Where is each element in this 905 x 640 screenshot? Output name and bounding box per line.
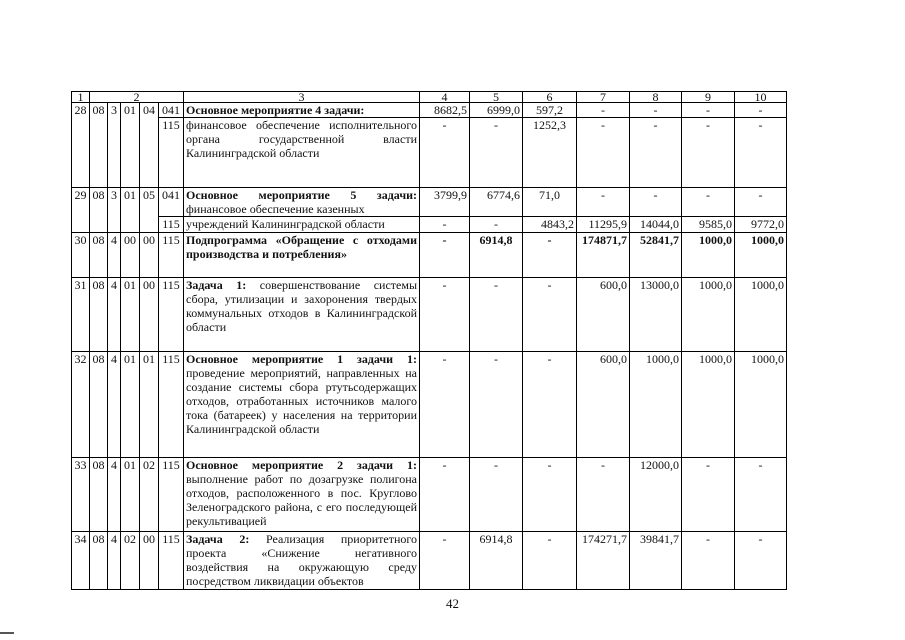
table-row — [72, 118, 787, 188]
header-col-1: 1 — [72, 92, 90, 103]
value-6: - — [523, 458, 577, 532]
code-task: 01 — [121, 103, 140, 188]
code-agency: 115 — [159, 458, 184, 532]
value-6: - — [523, 233, 577, 278]
code-section: 08 — [90, 188, 108, 233]
value-4: - — [420, 233, 470, 278]
value-10: - — [735, 458, 787, 532]
value-10: - — [735, 118, 787, 188]
value-4: - — [420, 458, 470, 532]
code-event: 05 — [140, 188, 159, 233]
description-text: Реализация приоритетного проекта «Снижение негативного воздействия на окружающую среду посредством ликвидации объектов — [186, 532, 417, 588]
value-4: - — [420, 217, 470, 233]
value-6: 71,0 — [523, 188, 577, 217]
description-lead-text: Подпрограмма «Обращение с отходами производства и потребления» — [184, 233, 420, 278]
value-9: - — [682, 188, 735, 217]
value-7: 600,0 — [577, 278, 630, 352]
code-agency: 115 — [159, 352, 184, 458]
description-lead-text: Основное мероприятие 1 задачи 1: — [186, 352, 417, 366]
code-task: 01 — [121, 188, 140, 233]
row-number: 33 — [72, 458, 90, 532]
code-task: 01 — [121, 458, 140, 532]
code-event: 04 — [140, 103, 159, 188]
value-5: - — [470, 118, 523, 188]
description-lead — [184, 103, 420, 118]
description — [184, 532, 420, 590]
table-row — [72, 532, 787, 590]
code-agency: 115 — [159, 233, 184, 278]
description-text: проведение мероприятий, направленных на создание системы сбора ртутьсодержащих отходов, отработанных источников малого тока (батареек) у населения на территории Калининградской области — [186, 366, 417, 436]
code-event: 01 — [140, 352, 159, 458]
description-text: совершенствование системы сбора, утилизации и захоронения твердых коммунальных отходов в Калининградской области — [186, 278, 418, 334]
header-col-5: 5 — [470, 92, 523, 103]
scan-edge-mark — [0, 632, 14, 634]
value-9: - — [682, 118, 735, 188]
description — [184, 352, 420, 458]
header-col-2: 2 — [90, 92, 184, 103]
header-col-4: 4 — [420, 92, 470, 103]
table-row — [72, 233, 787, 278]
value-4: 3799,9 — [420, 188, 470, 217]
description-text: учреждений Калининградской области — [184, 217, 420, 233]
description-text: финансовое обеспечение казенных — [186, 202, 365, 216]
table-row — [72, 103, 787, 118]
value-9: 1000,0 — [682, 278, 735, 352]
table-row — [72, 458, 787, 532]
description-lead-text: Основное мероприятие 2 задачи 1: — [186, 458, 417, 472]
value-7: - — [577, 188, 630, 217]
code-section: 08 — [90, 458, 108, 532]
header-row — [72, 92, 787, 103]
code-agency: 115 — [159, 118, 184, 188]
value-8: - — [630, 188, 682, 217]
value-8: 13000,0 — [630, 278, 682, 352]
table-row — [72, 352, 787, 458]
value-6: 597,2 — [523, 103, 577, 118]
value-5: 6914,8 — [470, 532, 523, 590]
value-8: 39841,7 — [630, 532, 682, 590]
page-number: 42 — [446, 596, 459, 611]
value-9: - — [682, 532, 735, 590]
code-event: 00 — [140, 532, 159, 590]
header-col-7: 7 — [577, 92, 630, 103]
value-8: - — [630, 103, 682, 118]
value-4: - — [420, 118, 470, 188]
code-section: 08 — [90, 233, 108, 278]
code-agency: 115 — [159, 278, 184, 352]
code-section: 08 — [90, 352, 108, 458]
code-agency: 115 — [159, 217, 184, 233]
code-task: 01 — [121, 278, 140, 352]
row-number: 31 — [72, 278, 90, 352]
value-5: - — [470, 217, 523, 233]
code-program: 4 — [108, 532, 121, 590]
description — [184, 188, 420, 217]
description-lead-text: Задача 2: — [186, 532, 250, 546]
description-text: финансовое обеспечение исполнительного органа государственной власти Калининградской области — [184, 118, 420, 188]
value-6: 4843,2 — [523, 217, 577, 233]
value-7: - — [577, 458, 630, 532]
description-lead-text: Задача 1: — [186, 278, 247, 292]
value-8: 14044,0 — [630, 217, 682, 233]
value-4: - — [420, 278, 470, 352]
value-4: - — [420, 352, 470, 458]
code-task: 02 — [121, 532, 140, 590]
row-number: 30 — [72, 233, 90, 278]
description-lead-text: Основное мероприятие 5 задачи: — [186, 188, 417, 202]
budget-table — [71, 91, 787, 590]
value-10: 9772,0 — [735, 217, 787, 233]
value-6: - — [523, 352, 577, 458]
description — [184, 458, 420, 532]
value-9: 9585,0 — [682, 217, 735, 233]
value-6: 1252,3 — [523, 118, 577, 188]
value-8: 12000,0 — [630, 458, 682, 532]
table-row — [72, 188, 787, 217]
value-8: 52841,7 — [630, 233, 682, 278]
code-section: 08 — [90, 103, 108, 188]
code-agency: 041 — [159, 188, 184, 217]
value-7: 174271,7 — [577, 532, 630, 590]
description-text: выполнение работ по дозагрузке полигона отходов, расположенного в пос. Круглово Зеленоградского района, с его последующей рекультивацией — [186, 472, 417, 528]
value-9: 1000,0 — [682, 352, 735, 458]
value-7: 11295,9 — [577, 217, 630, 233]
value-9: - — [682, 103, 735, 118]
value-9: 1000,0 — [682, 233, 735, 278]
row-number: 32 — [72, 352, 90, 458]
code-event: 02 — [140, 458, 159, 532]
code-program: 4 — [108, 458, 121, 532]
code-task: 01 — [121, 352, 140, 458]
value-6: - — [523, 532, 577, 590]
code-agency: 041 — [159, 103, 184, 118]
value-10: - — [735, 103, 787, 118]
header-col-3: 3 — [184, 92, 420, 103]
header-col-8: 8 — [630, 92, 682, 103]
code-program: 4 — [108, 278, 121, 352]
value-7: 174871,7 — [577, 233, 630, 278]
value-8: 1000,0 — [630, 352, 682, 458]
value-4: - — [420, 532, 470, 590]
value-10: 1000,0 — [735, 278, 787, 352]
value-10: 1000,0 — [735, 233, 787, 278]
value-7: 600,0 — [577, 352, 630, 458]
value-10: - — [735, 188, 787, 217]
header-col-10: 10 — [735, 92, 787, 103]
code-agency: 115 — [159, 532, 184, 590]
value-5: - — [470, 458, 523, 532]
header-col-9: 9 — [682, 92, 735, 103]
value-5: - — [470, 278, 523, 352]
header-col-6: 6 — [523, 92, 577, 103]
code-section: 08 — [90, 532, 108, 590]
row-number: 28 — [72, 103, 90, 188]
value-7: - — [577, 118, 630, 188]
code-task: 00 — [121, 233, 140, 278]
code-program: 4 — [108, 233, 121, 278]
value-8: - — [630, 118, 682, 188]
description-lead-text: Основное мероприятие 4 задачи: — [186, 103, 365, 117]
value-5: - — [470, 352, 523, 458]
code-section: 08 — [90, 278, 108, 352]
code-event: 00 — [140, 233, 159, 278]
code-program: 3 — [108, 103, 121, 188]
value-10: 1000,0 — [735, 352, 787, 458]
value-4: 8682,5 — [420, 103, 470, 118]
table-row — [72, 217, 787, 233]
value-9: - — [682, 458, 735, 532]
value-5: 6914,8 — [470, 233, 523, 278]
description — [184, 278, 420, 352]
table-row — [72, 278, 787, 352]
value-5: 6774,6 — [470, 188, 523, 217]
value-5: 6999,0 — [470, 103, 523, 118]
code-event: 00 — [140, 278, 159, 352]
value-7: - — [577, 103, 630, 118]
code-program: 4 — [108, 352, 121, 458]
row-number: 34 — [72, 532, 90, 590]
row-number: 29 — [72, 188, 90, 233]
code-program: 3 — [108, 188, 121, 233]
value-10: - — [735, 532, 787, 590]
value-6: - — [523, 278, 577, 352]
